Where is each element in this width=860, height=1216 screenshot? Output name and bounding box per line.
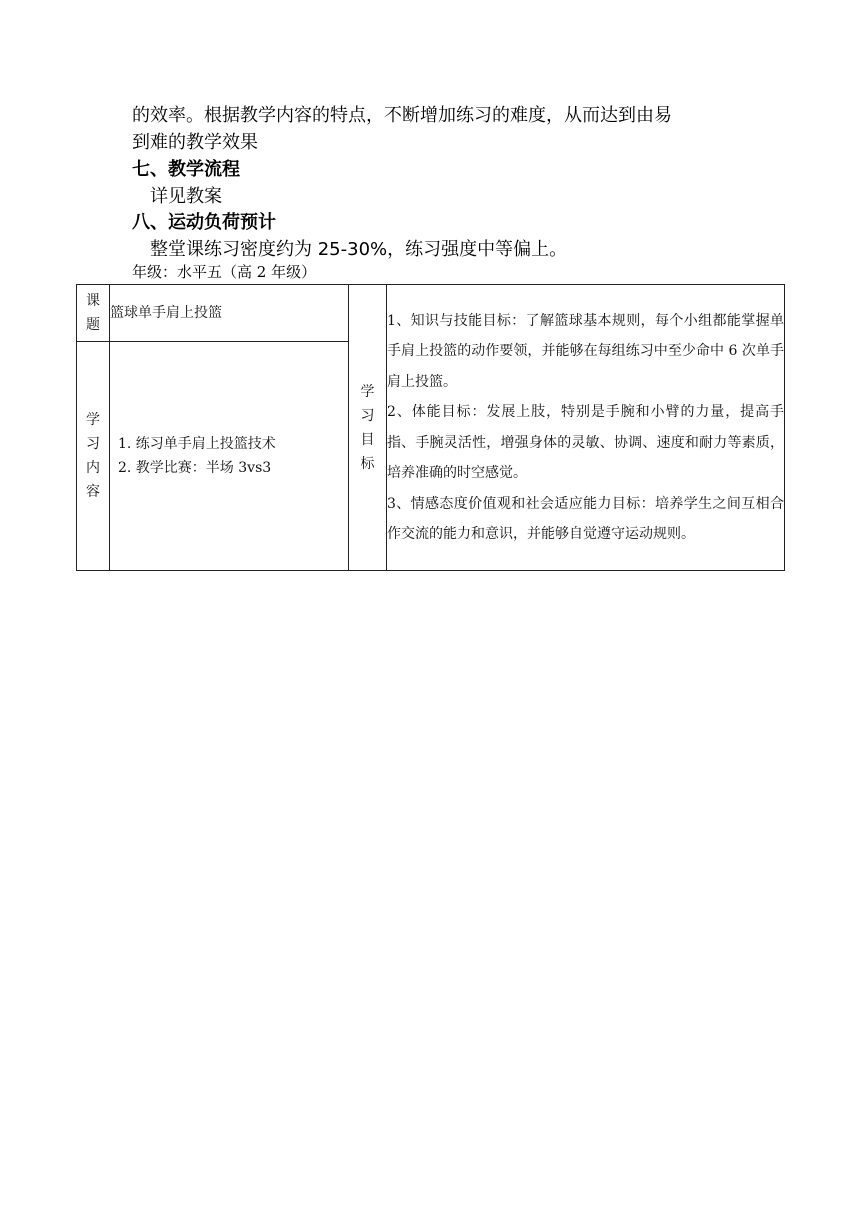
grade-level: 年级：水平五（高 2 年级） [132, 263, 317, 281]
goal-item: 2、体能目标：发展上肢，特别是手腕和小臂的力量，提高手指、手腕灵活性，增强身体的灵敏、协调、速度和耐力等素质，培养准确的时空感觉。 [387, 404, 784, 481]
topic-label-char: 课 [86, 293, 100, 309]
paragraph-line-1: 的效率。根据教学内容的特点，不断增加练习的难度，从而达到由易 [132, 105, 672, 126]
goals-content [387, 285, 785, 571]
section-7-heading: 七、教学流程 [132, 159, 240, 180]
content-label-char: 学 [86, 412, 100, 428]
section-7-body: 详见教案 [150, 186, 222, 207]
goals-label-char: 学 [360, 383, 375, 400]
content-label [77, 342, 110, 571]
goals-label [349, 285, 387, 571]
content-label-char: 内 [86, 460, 100, 476]
content-item: 2. 教学比赛：半场 3vs3 [118, 460, 272, 476]
topic-label-char: 题 [86, 317, 100, 333]
content-label-char: 习 [86, 436, 100, 452]
goals-label-char: 习 [360, 407, 375, 424]
content-label-char: 容 [86, 484, 100, 500]
goal-item: 1、知识与技能目标：了解篮球基本规则，每个小组都能掌握单手肩上投篮的动作要领，并能够在每组练习中至少命中 6 次单手肩上投篮。 [387, 312, 784, 390]
paragraph-line-2: 到难的教学效果 [132, 132, 258, 153]
section-8-body: 整堂课练习密度约为 25-30%，练习强度中等偏上。 [150, 239, 568, 260]
content-list [110, 342, 349, 571]
topic-label [77, 285, 110, 342]
goals-label-char: 目 [360, 431, 375, 448]
goals-label-char: 标 [360, 455, 375, 472]
topic-value: 篮球单手肩上投篮 [110, 285, 349, 342]
goal-item: 3、情感态度价值观和社会适应能力目标：培养学生之间互相合作交流的能力和意识，并能够自觉遵守运动规则。 [387, 495, 784, 542]
lesson-plan-table [76, 284, 785, 571]
topic-row [77, 285, 785, 342]
section-8-heading: 八、运动负荷预计 [132, 212, 276, 233]
content-item: 1. 练习单手肩上投篮技术 [118, 436, 276, 452]
